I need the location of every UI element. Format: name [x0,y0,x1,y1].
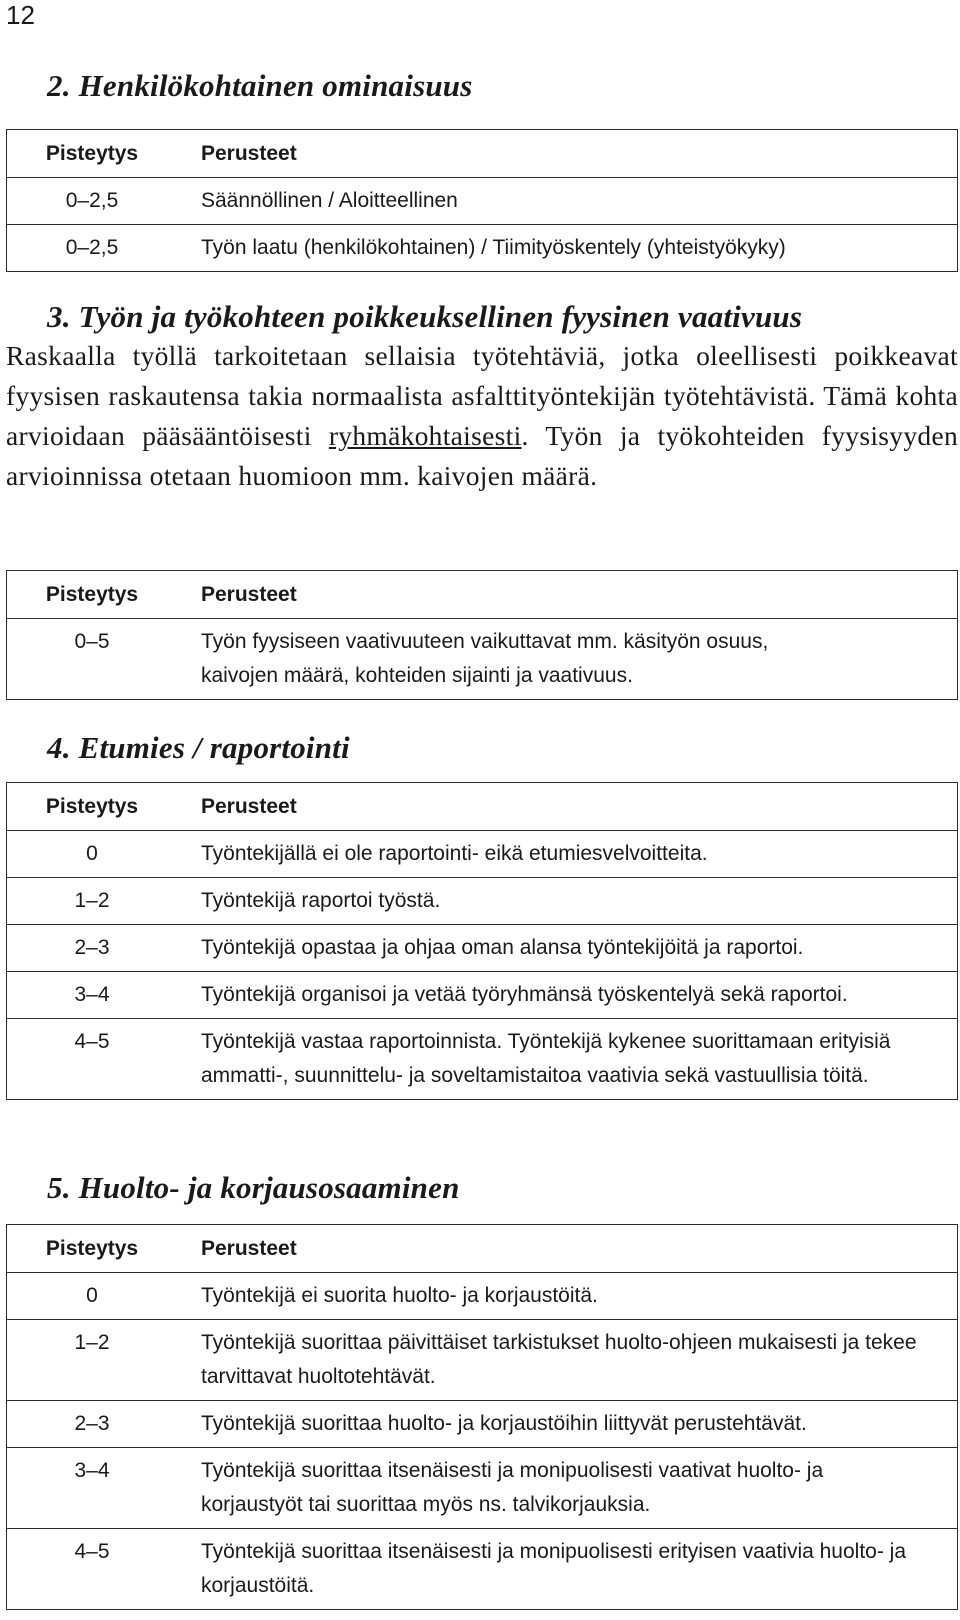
score-cell: 2–3 [74,936,110,959]
table-row [7,1272,957,1319]
criteria-cell: Työntekijä suorittaa huolto- ja korjaustöihin liittyvät perustehtävät. [201,1412,807,1435]
section-4-table [6,782,958,1100]
header-criteria: Perusteet [201,142,297,165]
table-row [7,830,957,877]
table-header-row [7,130,957,177]
criteria-cell: Työntekijä suorittaa päivittäiset tarkistukset huolto-ohjeen mukaisesti ja tekee tarvittavat huoltotehtävät. [201,1331,917,1388]
header-score: Pisteytys [45,1237,139,1260]
score-cell: 3–4 [74,1459,110,1482]
score-cell: 1–2 [74,1331,110,1354]
score-cell: 0–5 [74,630,110,653]
criteria-cell: Työntekijä vastaa raportoinnista. Työntekijä kykenee suorittamaan erityisiä ammatti-, suunnittelu- ja soveltamistaitoa vaativia sekä vastuullisia töitä. [201,1030,891,1087]
paragraph-text: Raskaalla työllä tarkoitetaan sellaisia työtehtäviä, jotka oleellisesti poikkeavat fyysisen raskautensa takia normaalista asfalttityöntekijän työtehtävistä. Tämä kohta arvioidaan pääsääntöisesti [6,340,958,451]
score-cell: 4–5 [74,1540,110,1563]
score-cell: 3–4 [74,983,110,1006]
section-2-table [6,129,958,272]
table-row [7,971,957,1018]
section-4-title: 4. Etumies / raportointi [47,730,350,765]
score-cell: 0 [86,1284,98,1307]
section-2-title: 2. Henkilökohtainen ominaisuus [47,68,473,103]
section-3-table [6,570,958,700]
score-cell: 2–3 [74,1412,110,1435]
header-criteria: Perusteet [201,795,297,818]
table-row [7,177,957,224]
header-criteria: Perusteet [201,1237,297,1260]
table-row [7,1528,957,1609]
score-cell: 0 [86,842,98,865]
section-3-title: 3. Työn ja työkohteen poikkeuksellinen fyysinen vaativuus [47,299,803,334]
page-number: 12 [6,0,35,30]
score-cell: 1–2 [74,889,110,912]
criteria-cell: Työntekijä suorittaa itsenäisesti ja monipuolisesti vaativat huolto- ja korjaustyöt tai suorittaa myös ns. talvikorjauksia. [201,1459,824,1516]
score-cell: 4–5 [74,1030,110,1053]
table-row [7,1447,957,1528]
header-score: Pisteytys [45,795,139,818]
section-3-paragraph [6,336,958,496]
table-row [7,224,957,271]
criteria-cell: Työntekijällä ei ole raportointi- eikä etumiesvelvoitteita. [201,842,708,865]
paragraph-underlined-text: ryhmäkohtaisesti [328,420,522,451]
header-score: Pisteytys [45,583,139,606]
table-header-row [7,783,957,830]
criteria-cell: Työntekijä organisoi ja vetää työryhmänsä työskentelyä sekä raportoi. [201,983,848,1006]
section-5-table [6,1224,958,1610]
header-criteria: Perusteet [201,583,297,606]
score-cell: 0–2,5 [65,236,119,259]
table-header-row [7,571,957,618]
table-header-row [7,1225,957,1272]
table-row [7,618,957,699]
criteria-cell: Työntekijä ei suorita huolto- ja korjaustöitä. [201,1284,598,1307]
criteria-cell: Säännöllinen / Aloitteellinen [201,189,458,212]
section-5-title: 5. Huolto- ja korjausosaaminen [47,1170,460,1205]
criteria-cell: Työntekijä raportoi työstä. [201,889,441,912]
criteria-cell: Työn fyysiseen vaativuuteen vaikuttavat mm. käsityön osuus, kaivojen määrä, kohteiden sijainti ja vaativuus. [201,630,769,687]
criteria-cell: Työntekijä suorittaa itsenäisesti ja monipuolisesti erityisen vaativia huolto- ja korjaustöitä. [201,1540,907,1597]
score-cell: 0–2,5 [65,189,119,212]
table-row [7,924,957,971]
table-row [7,1319,957,1400]
table-row [7,877,957,924]
table-row [7,1400,957,1447]
paragraph-text: . Työn ja työkohteiden fyysisyyden arvioinnissa otetaan huomioon mm. kaivojen määrä. [6,420,958,491]
criteria-cell: Työn laatu (henkilökohtainen) / Tiimityöskentely (yhteistyökyky) [201,236,786,259]
criteria-cell: Työntekijä opastaa ja ohjaa oman alansa työntekijöitä ja raportoi. [201,936,804,959]
header-score: Pisteytys [45,142,139,165]
table-row [7,1018,957,1099]
